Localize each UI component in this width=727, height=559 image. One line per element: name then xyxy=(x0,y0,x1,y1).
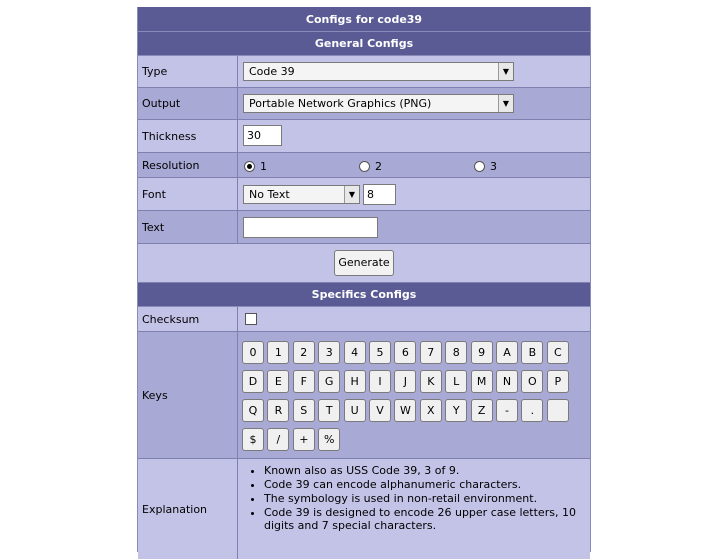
text-input[interactable] xyxy=(243,217,378,238)
key-button[interactable]: X xyxy=(420,399,442,422)
key-button[interactable]: Y xyxy=(445,399,467,422)
key-button[interactable]: 8 xyxy=(445,341,467,364)
resolution-row xyxy=(138,153,590,178)
keys-label: Keys xyxy=(138,332,238,458)
key-button[interactable]: 5 xyxy=(369,341,391,364)
font-label: Font xyxy=(138,178,238,210)
resolution-option-2: 2 xyxy=(375,160,382,173)
text-row xyxy=(138,211,590,244)
radio-icon xyxy=(359,161,370,172)
key-button[interactable]: H xyxy=(344,370,366,393)
type-select[interactable] xyxy=(243,62,514,81)
chevron-down-icon: ▼ xyxy=(498,95,513,112)
key-button[interactable]: 6 xyxy=(394,341,416,364)
radio-icon xyxy=(474,161,485,172)
general-configs-heading: General Configs xyxy=(138,32,590,56)
key-button[interactable]: 1 xyxy=(267,341,289,364)
resolution-radio-1[interactable] xyxy=(244,160,267,173)
explanation-item: • Code 39 is designed to encode 26 upper case letters, 10 digits and 7 special characters. xyxy=(264,506,590,532)
keys-row xyxy=(138,332,590,459)
key-button[interactable]: S xyxy=(293,399,315,422)
config-panel xyxy=(137,7,591,552)
resolution-option-1: 1 xyxy=(260,160,267,173)
checksum-row xyxy=(138,307,590,332)
generate-button[interactable]: Generate xyxy=(334,250,394,276)
key-button[interactable]: T xyxy=(318,399,340,422)
key-button[interactable]: 4 xyxy=(344,341,366,364)
key-button[interactable]: U xyxy=(344,399,366,422)
chevron-down-icon: ▼ xyxy=(344,186,359,203)
specifics-configs-heading: Specifics Configs xyxy=(138,283,590,307)
key-button[interactable]: 0 xyxy=(242,341,264,364)
key-button[interactable]: I xyxy=(369,370,391,393)
resolution-radio-2[interactable] xyxy=(359,160,382,173)
key-button[interactable]: 2 xyxy=(293,341,315,364)
thickness-label: Thickness xyxy=(138,120,238,152)
explanation-item: • The symbology is used in non-retail environment. xyxy=(264,492,590,505)
explanation-label: Explanation xyxy=(138,459,238,559)
key-button[interactable]: J xyxy=(394,370,416,393)
key-button[interactable]: Z xyxy=(471,399,493,422)
thickness-row xyxy=(138,120,590,153)
key-button[interactable]: F xyxy=(293,370,315,393)
key-button[interactable]: K xyxy=(420,370,442,393)
radio-selected-icon xyxy=(244,161,255,172)
key-button[interactable]: W xyxy=(394,399,416,422)
output-row xyxy=(138,88,590,120)
key-button[interactable]: 3 xyxy=(318,341,340,364)
key-button[interactable]: 9 xyxy=(471,341,493,364)
key-button[interactable]: - xyxy=(496,399,518,422)
key-button[interactable]: G xyxy=(318,370,340,393)
resolution-option-3: 3 xyxy=(490,160,497,173)
key-button[interactable]: / xyxy=(267,428,289,451)
keys-grid xyxy=(239,332,590,458)
font-select-value: No Text xyxy=(249,188,290,201)
key-button[interactable]: C xyxy=(547,341,569,364)
key-button[interactable]: R xyxy=(267,399,289,422)
key-button[interactable]: $ xyxy=(242,428,264,451)
font-select[interactable] xyxy=(243,185,360,204)
key-button[interactable]: + xyxy=(293,428,315,451)
key-button[interactable]: L xyxy=(445,370,467,393)
chevron-down-icon: ▼ xyxy=(498,63,513,80)
page-title: Configs for code39 xyxy=(138,7,590,32)
font-size-input[interactable]: 8 xyxy=(363,184,396,205)
key-button[interactable]: 7 xyxy=(420,341,442,364)
explanation-row xyxy=(138,459,590,559)
key-button[interactable] xyxy=(547,399,569,422)
text-label: Text xyxy=(138,211,238,243)
key-button[interactable]: D xyxy=(242,370,264,393)
resolution-label: Resolution xyxy=(138,153,238,177)
key-button[interactable]: V xyxy=(369,399,391,422)
font-row xyxy=(138,178,590,211)
output-select-value: Portable Network Graphics (PNG) xyxy=(249,97,432,110)
key-button[interactable]: . xyxy=(521,399,543,422)
type-row xyxy=(138,56,590,88)
key-button[interactable]: P xyxy=(547,370,569,393)
key-button[interactable]: % xyxy=(318,428,340,451)
key-button[interactable]: O xyxy=(521,370,543,393)
explanation-item: • Code 39 can encode alphanumeric characters. xyxy=(264,478,590,491)
key-button[interactable]: B xyxy=(521,341,543,364)
resolution-radio-3[interactable] xyxy=(474,160,497,173)
generate-row xyxy=(138,244,590,283)
explanation-list xyxy=(239,464,590,532)
output-select[interactable] xyxy=(243,94,514,113)
thickness-input[interactable]: 30 xyxy=(243,125,282,146)
output-label: Output xyxy=(138,88,238,119)
key-button[interactable]: N xyxy=(496,370,518,393)
key-button[interactable]: A xyxy=(496,341,518,364)
checksum-label: Checksum xyxy=(138,307,238,331)
checksum-checkbox[interactable] xyxy=(245,313,257,325)
explanation-item: • Known also as USS Code 39, 3 of 9. xyxy=(264,464,590,477)
type-select-value: Code 39 xyxy=(249,65,295,78)
key-button[interactable]: M xyxy=(471,370,493,393)
key-button[interactable]: Q xyxy=(242,399,264,422)
key-button[interactable]: E xyxy=(267,370,289,393)
type-label: Type xyxy=(138,56,238,87)
